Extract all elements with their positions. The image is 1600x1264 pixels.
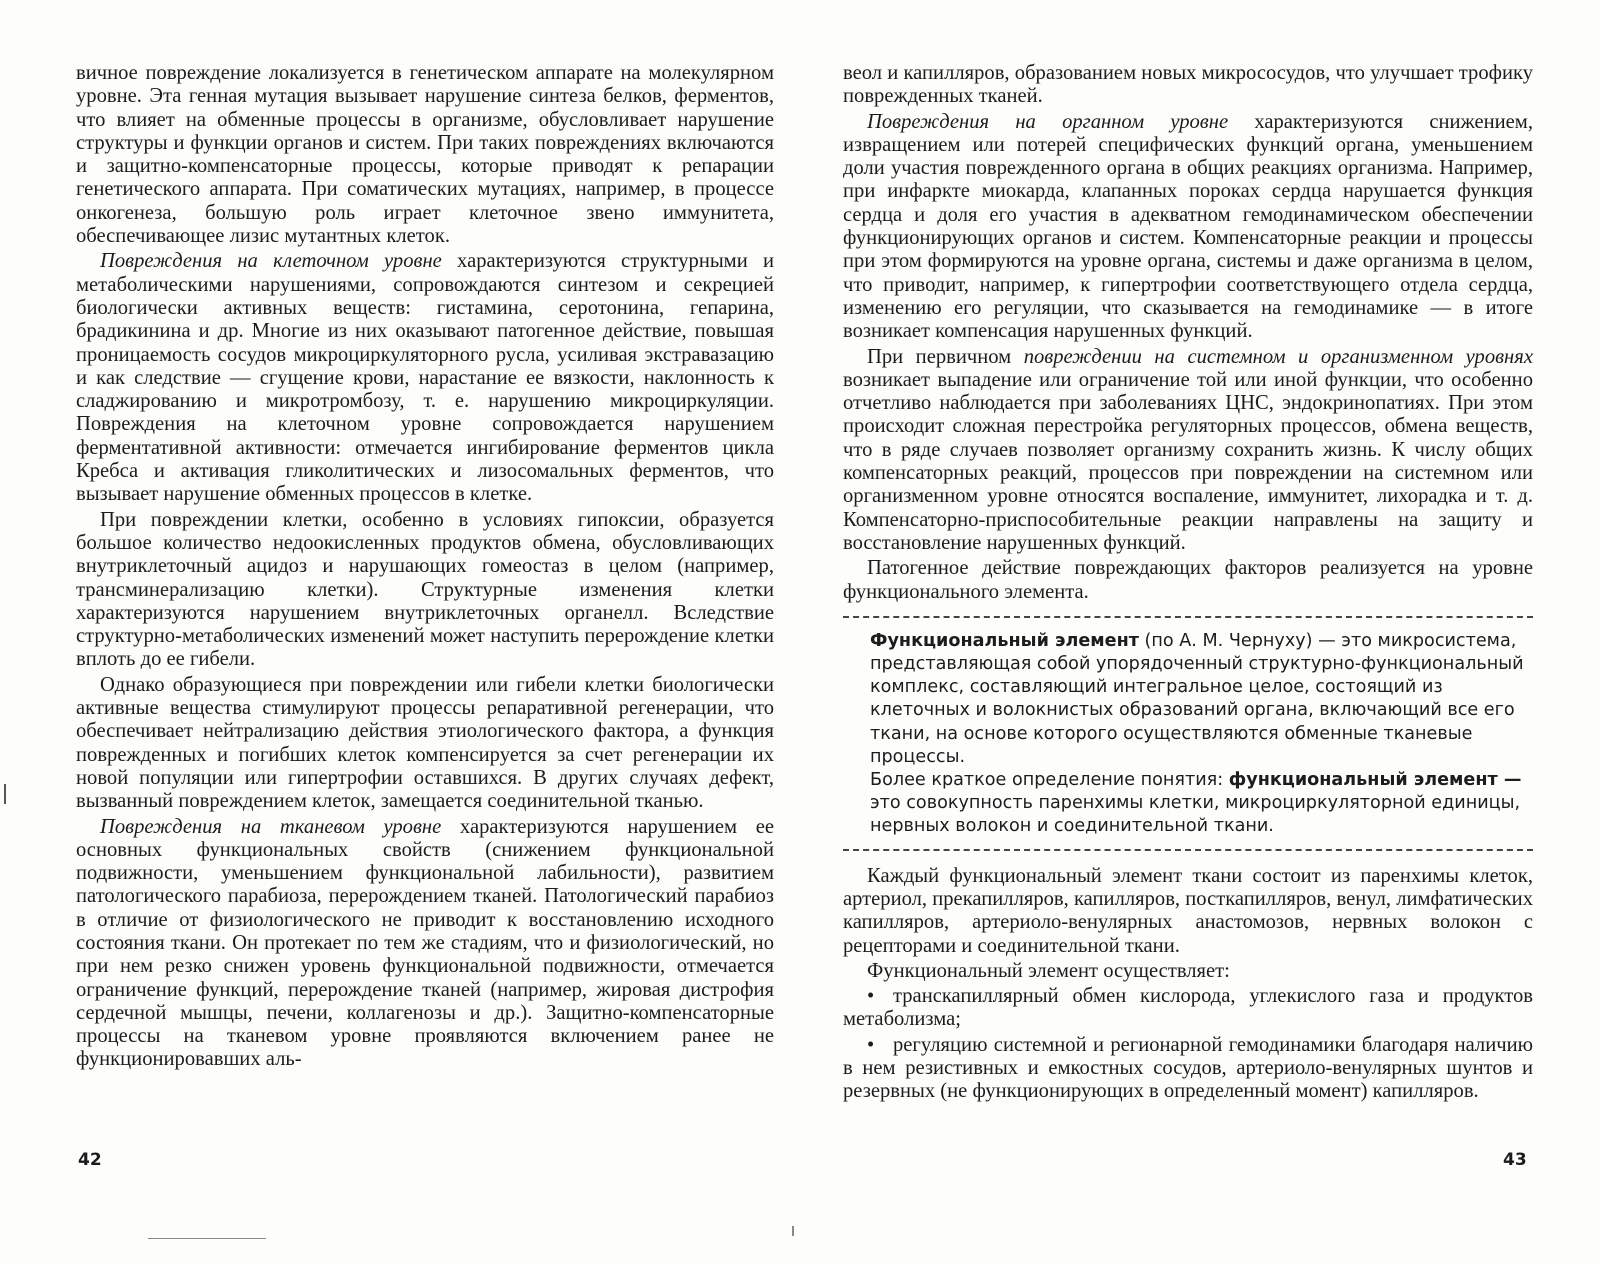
definition-text: Более краткое определение понятия: [870,770,1229,791]
paragraph-text: возникает выпадение или ограничение той или иной функции, что особенно отчетливо наблюдается при заболеваниях ЦНС, эндокринопатиях. При этом происходит сложная перестройка регуляторных процессов, обмена веществ, что в ряде случаев позволяет организму сохранить жизнь. К числу общих компенсаторных реакций, процессов при повреждении на системном или организменном уровне относятся воспаление, иммунитет, лихорадка и т. д. Компенсаторно-приспособительные реакции направлены на защиту и восстановление нарушенных функций. [843,368,1533,554]
definition [870,630,1529,769]
list-item [843,985,1533,1032]
left-page [76,62,774,1072]
italic-term: Повреждения на органном уровне [867,110,1229,133]
list-item [843,1034,1533,1104]
list-item-text: регуляцию системной и регионарной гемодинамики благодаря наличию в нем резистивных и емкостных сосудов, артериоло-венулярных шунтов и резервных (не функционирующих в определенный момент) капилляров. [843,1033,1533,1103]
right-page [843,62,1533,1104]
italic-term: Повреждения на клеточном уровне [100,250,442,273]
bullet-icon: • [867,985,875,1008]
paragraph: веол и капилляров, образованием новых микрососудов, что улучшает трофику поврежденных тканей. [843,62,1533,108]
scan-mark [148,1238,266,1239]
paragraph: При повреждении клетки, особенно в условиях гипоксии, образуется большое количество недоокисленных продуктов обмена, обусловливающих внутриклеточный ацидоз и нарушающих гомеостаз в целом (например, трансминерализацию клетки). Структурные изменения клетки характеризуются нарушением внутриклеточных органелл. Вследствие структурно-метаболических изменений может наступить перерождение клетки вплоть до ее гибели. [76,508,774,671]
paragraph: Патогенное действие повреждающих факторов реализуется на уровне функционального элемента. [843,557,1533,603]
paragraph: Функциональный элемент осуществляет: [867,959,1230,982]
defined-term: Функциональный элемент [870,630,1139,651]
paragraph-text: характеризуются структурными и метаболическими нарушениями, сопровождаются синтезом и секрецией биологически активных веществ: гистамина, серотонина, гепарина, брадикинина и др. Многие из них оказывают патогенное действие, повышая проницаемость сосудов микроциркуляторного русла, усиливая экстравазацию и как следствие — сгущение крови, нарастание ее вязкости, наклонность к сладжированию и микротромбозу, т. е. нарушению микроциркуляции. Повреждения на клеточном уровне сопровождается нарушением ферментативной активности: отмечается ингибирование ферментов цикла Кребса и активация гликолитических и лизосомальных ферментов, что вызывает нарушение обменных процессов в клетке. [76,250,774,506]
definition-short [870,769,1529,839]
paragraph-text: При первичном [867,345,1024,368]
bullet-list [843,985,1533,1103]
paragraph [76,816,774,1072]
paragraph [843,111,1533,344]
page-number: 42 [78,1150,102,1170]
paragraph [76,250,774,506]
paragraph: Однако образующиеся при повреждении или гибели клетки биологически активные вещества стимулируют процессы репаративной регенерации, что обеспечивает нейтрализацию действия этиологического фактора, а функция поврежденных и погибших клеток компенсируется за счет регенерации их новой популяции или гипертрофии оставшихся. В других случаях дефект, вызванный повреждением клеток, замещается соединительной тканью. [76,673,774,813]
definition-text: это совокупность паренхимы клетки, микроциркуляторной единицы, нервных волокон и соединительной ткани. [870,793,1521,837]
paragraph: Каждый функциональный элемент ткани состоит из паренхимы клеток, артериол, прекапилляров, капилляров, посткапилляров, венул, лимфатических капилляров, артериоло-венулярных анастомозов, нервных волокон с рецепторами и соединительной ткани. [843,864,1533,957]
paragraph: вичное повреждение локализуется в генетическом аппарате на молекулярном уровне. Эта генная мутация вызывает нарушение синтеза белков, ферментов, что влияет на обменные процессы в организме, обусловливает нарушение структуры и функции органов и систем. При таких повреждениях включаются и защитно-компенсаторные процессы, которые приводят к репарации генетического аппарата. При соматических мутациях, например, в процессе онкогенеза, большую роль играет клеточное звено иммунитета, обеспечивающее лизис мутантных клеток. [76,62,774,248]
list-item-text: транскапиллярный обмен кислорода, углекислого газа и продуктов метаболизма; [843,985,1533,1031]
paragraph-text: характеризуются нарушением ее основных функциональных свойств (снижением функциональной подвижности, уменьшением функциональной лабильности), развитием патологического парабиоза, перерождением тканей. Патологический парабиоз в отличие от физиологического не приводит к восстановлению исходного состояния ткани. Он протекает по тем же стадиям, что и физиологический, но при нем резко снижен уровень функциональной подвижности, отмечается ограничение функций, перерождение тканей (например, жировая дистрофия сердечной мышцы, печени, коллагенозы и др.). Защитно-компенсаторные процессы на тканевом уровне проявляются включением ранее не функционировавших аль- [76,815,774,1071]
scan-mark [792,1226,794,1236]
definition-text: (по А. М. Чернуху) — это микросистема, представляющая собой упорядоченный структурно-функциональный комплекс, составляющий интегральное целое, состоящий из клеточных и волокнистых образований органа, включающий все его ткани, на основе которого осуществляются обменные тканевые процессы. [870,630,1524,767]
scan-mark [4,784,6,804]
paragraph-text: характеризуются снижением, извращением или потерей специфических функций органа, уменьшением доли участия поврежденного органа в общих реакциях организма. Например, при инфаркте миокарда, клапанных пороках сердца нарушается функция сердца и доля его участия в адекватном гемодинамическом обеспечении функционирующих органов и систем. Компенсаторные реакции и процессы при этом формируются на уровне органа, системы и даже организма в целом, что приводит, например, к гипертрофии соответствующего отдела сердца, изменению его регуляции, что сказывается на гемодинамике — в итоге возникает компенсация нарушенных функций. [843,110,1533,343]
italic-term: повреждении на системном и организменном уровнях [1023,345,1533,368]
bullet-icon: • [867,1033,875,1056]
paragraph [843,346,1533,556]
italic-term: Повреждения на тканевом уровне [100,815,442,838]
defined-term: функциональный элемент — [1228,770,1522,791]
page-number: 43 [1503,1150,1527,1170]
definition-box [843,616,1533,851]
